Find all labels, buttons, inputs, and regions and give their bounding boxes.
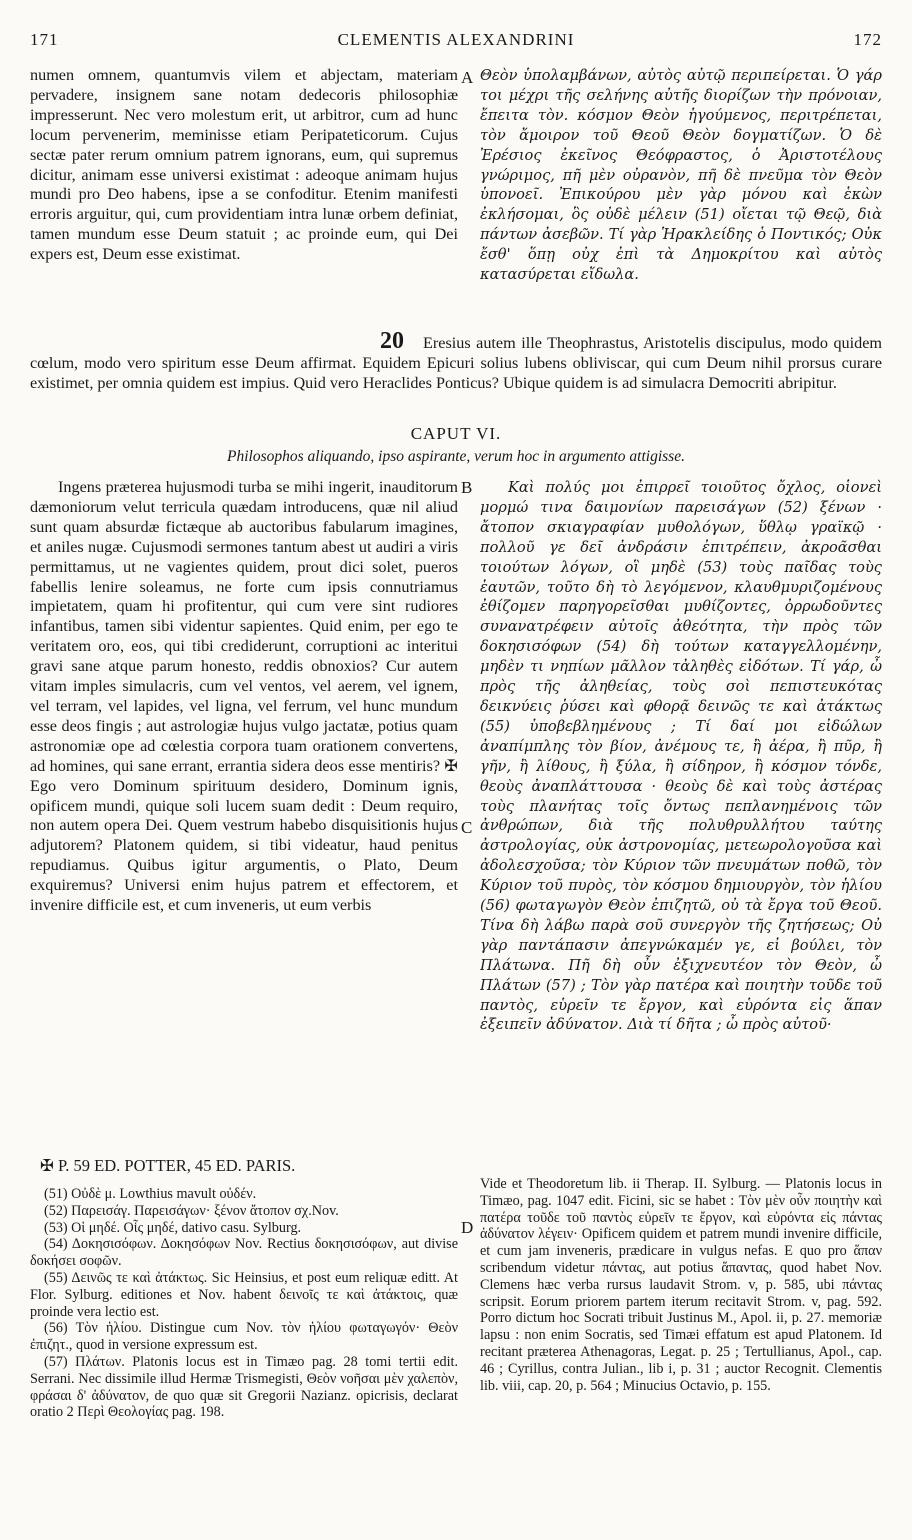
footnote-item: (51) Οὐδὲ μ. Lowthius mavult οὐδέν. xyxy=(44,1186,257,1202)
footnote-item: (52) Παρεισάγ. Παρεισάγων· ξένον ἄτοπον σχ.Nov. xyxy=(44,1202,339,1219)
latin-column-top xyxy=(30,66,458,356)
running-title: CLEMENTIS ALEXANDRINI xyxy=(337,30,575,49)
greek-paragraph-top: Θεὸν ὑπολαμβάνων, αὐτὸς αὑτῷ περιπείρεται. Ὁ γάρ τοι μέχρι τῆς σελήνης αὐτῆς διορίζων τὴν πρόνοιαν, ἔπειτα τὸν. κόσμον Θεὸν ἡγούμενος, περιτρέπεται, τὸν ἄμοιρον τοῦ Θεοῦ Θεὸν δογματίζων. Ὁ δὲ Ἐρέσιος ἐκεῖνος Θεόφραστος, ὁ Ἀριστοτέλους γνώριμος, πῆ μὲν οὐρανὸν, πῆ δὲ πνεῦμα τὸν Θεὸν ὑπονοεῖ. Ἐπικούρου μὲν γὰρ μόνου καὶ ἑκὼν ἐκλήσομαι, ὃς οὐδὲ μέλειν (51) οἴεται τῷ Θεῷ, διὰ πάντων ἀσεβῶν. Τί γὰρ Ἡρακλείδης ὁ Ποντικός; Οὐκ ἔσθ' ὅπῃ οὐχ ἐπὶ τὰ Δημοκρίτου καὶ αὐτὸς κατασύρεται εἴδωλα. xyxy=(480,67,882,284)
margin-marker-c: C xyxy=(461,818,473,837)
footnote-item: (53) Οἱ μηδέ. Οἷς μηδέ, dativo casu. Sylburg. xyxy=(44,1219,302,1236)
chapter-subtitle: Philosophos aliquando, ipso aspirante, verum hoc in argumento attigisse. xyxy=(227,448,685,465)
running-header xyxy=(30,30,882,56)
footnotes-right xyxy=(480,1176,882,1530)
footnote-item: (56) Τὸν ἡλίου. Distingue cum Nov. τὸν ἡλίου φωταγωγόν· Θεὸν ἐπιζητ., quod in versione expressum est. xyxy=(30,1320,458,1354)
latin-continuation xyxy=(30,334,882,418)
chapter-heading: CAPUT VI. xyxy=(410,424,502,443)
greek-column-body xyxy=(480,478,882,1148)
right-page-number: 172 xyxy=(853,30,882,49)
margin-marker-d: D xyxy=(461,1218,474,1237)
edition-note: ✠ P. 59 ED. POTTER, 45 ED. PARIS. xyxy=(40,1156,296,1175)
latin-column-body xyxy=(30,478,458,1148)
margin-marker-a: A xyxy=(461,68,474,87)
left-page-number: 171 xyxy=(30,30,59,49)
latin-paragraph-top: numen omnem, quantumvis vilem et abjectam, materiam pervadere, insignem sane notam dedecoris philosophiæ impresserunt. Nec vero molestum erit, ut arbitror, cum ad hunc locum pervenerim, meminisse etiam Peripateticorum. Cujus sectæ pater rerum omnium patrem ignorans, eum, qui supremus dicitur, animam esse universi existimat : adeoque animam hujus mundi pro Deo habens, ipse a se confoditur. Etenim manifesti erroris arguitur, qui, cum providentiam intra lunæ orbem definiat, tamen mundum esse Deum statuit ; ac proinde eum, qui Dei expers est, Deum esse existimat. xyxy=(30,66,458,264)
footnote-item: (54) Δοκησισόφων. Δοκησόφων Nov. Rectius δοκησισόφων, aut divise δοκήσει σοφῶν. xyxy=(30,1236,458,1270)
latin-paragraph-body: Ingens præterea hujusmodi turba se mihi ingerit, inauditorum dæmoniorum velut terricula quædam introducens, quæ nil aliud sunt quam absurdæ fictæque ab auctoribus fabularum imagines, et aniles nugæ. Cujusmodi sermones tantum abest ut audiri a viris permittamus, ut ne vagientes quidem, prout dici solet, pueros fabellis lenire soleamus, ne forte cum ipsis connutriamus impietatem, quam hi profitentur, qui cum vere sint rudiores infantibus, tamen sibi videntur sapientes. Quid enim, per ego te veritatem oro, eos, qui tibi crediderunt, corruptioni ac interitui gravi sane atque parum honesto, reddis obnoxios? Cur autem vitam imples simulacris, cum vel ventos, vel aerem, vel ignem, vel terram, vel lapides, vel ligna, vel ferrum, vel hunc mundum esse deos fingis ; aut astrologiæ hujus vulgo jactatæ, potius quam astronomiæ ope ad cœlestia corpora tuam orationem convertens, ad homines, qui sane errant, errantia sidera deos esse mentiris? ✠ Ego vero Dominum spirituum desidero, Dominum ignis, opificem mundi, quique soli lucem suam dedit : Deum requiro, non autem opera Dei. Quem vestrum habebo disquisitionis hujus adjutorem? Platonem quidem, si tibi videatur, haud penitus repudiamus. Quibus igitur argumentis, o Plato, Deum exquiremus? Universi enim hujus patrem et effectorem, et invenire difficile est, et cum inveneris, ut eum verbis xyxy=(30,478,458,915)
footnote-item: (57) Πλάτων. Platonis locus est in Timæo pag. 28 tomi tertii edit. Serrani. Nec dissimile illud Hermæ Trismegisti, Θεὸν νοῆσαι μὲν χαλεπὸν, φράσαι δ' ἀδύνατον, de quo quæ sit Gregorii Nazianz. opicrisis, declarat oratio 2 Περὶ Θεολογίας pag. 198. xyxy=(30,1353,458,1421)
footnote-item: (55) Δεινῶς τε καὶ ἀτάκτως. Sic Heinsius, et post eum reliquæ editt. At Flor. Sylburg. editiones et Nov. habent δεινοῖς τε καὶ ἀτάκτοις, quæ proinde vera lectio est. xyxy=(30,1269,458,1320)
latin-continuation-text: Eresius autem ille Theophrastus, Aristotelis discipulus, modo quidem cœlum, modo vero spiritum esse Deum affirmat. Equidem Epicuri solius lubens obliviscar, qui cum Deum nihil prorsus curare existimet, per omnia quidem est impius. Quid vero Heraclides Ponticus? Ubique quidem is ad simulacra Democriti abripitur. xyxy=(30,334,882,392)
footnotes-left xyxy=(30,1186,458,1528)
greek-paragraph-body: Καὶ πολύς μοι ἐπιρρεῖ τοιοῦτος ὄχλος, οἱονεὶ μορμώ τινα δαιμονίων παρεισάγων (52) ξένων · ἄτοπον σκιαγραφίαν μυθολόγων, ὕθλῳ γραϊκῷ · πολλοῦ γε δεῖ ἀνδράσιν ἐπιτρέπειν, ἀκροᾶσθαι τοιούτων λόγων, οἳ μηδὲ (53) τοὺς παῖδας τοὺς ἑαυτῶν, τοῦτο δὴ τὸ λεγόμενον, κλαυθμυριζομένους ἐθίζομεν παρηγορεῖσθαι μυθίζοντες, ὀρρωδοῦντες συνανατρέφειν αὐτοῖς ἀθεότητα, τὴν πρὸς τῶν δοκησισόφων (54) δὴ τούτων καταγγελλομένην, μηδὲν τι νηπίων μᾶλλον τἀληθὲς εἰδότων. Τί γάρ, ὦ πρὸς τῆς ἀληθείας, τοὺς σοὶ πεπιστευκότας δεικνύεις ῥύσει καὶ φθορᾷ δεινῶς τε καὶ ἀτάκτως (55) ὑποβεβλημένους ; Τί δαί μοι εἰδώλων ἀναπίμπλης τὸν βίον, ἀνέμους τε, ἢ ἀέρα, ἢ πῦρ, ἢ γῆν, ἢ λίθους, ἢ ξύλα, ἢ σίδηρον, ἢ κόσμον τόνδε, θεοὺς ἀναπλάττουσα · θεοὺς δὲ καὶ τοὺς ἀστέρας τοὺς πλανήτας τοῖς ὄντως πεπλανημένοις τῶν ἀνθρώπων, διὰ τῆς πολυθρυλλήτου ταύτης ἀστρολογίας, οὐκ ἀστρονομίας, μετεωρολογοῦσα καὶ ἀδολεσχοῦσα; τὸν Κύριον τῶν πνευμάτων ποθῶ, τὸν Κύριον τοῦ πυρὸς, τὸν κόσμου δημιουργὸν, τὸν ἡλίου (56) φωταγωγὸν Θεὸν ἐπιζητῶ, οὐ τὰ ἔργα τοῦ Θεοῦ. Τίνα δὴ λάβω παρὰ σοῦ συνεργὸν τῆς ζητήσεως; Οὐ γὰρ παντάπασιν ἀπεγνώκαμέν γε, εἰ βούλει, τὸν Πλάτωνα. Πῆ δὴ οὖν ἐξιχνευτέον τὸν Θεὸν, ὦ Πλάτων (57) ; Τὸν γὰρ πατέρα καὶ ποιητὴν τοῦδε τοῦ παντὸς, εὑρεῖν τε ἔργον, καὶ εὑρόντα εἰς ἅπαν ἐξειπεῖν ἀδύνατον. Διὰ τί δῆτα ; ὦ πρὸς αὐτοῦ· xyxy=(480,479,882,1034)
section-number: 20 xyxy=(380,328,404,354)
footnote-continuation: Vide et Theodoretum lib. ii Therap. II. Sylburg. — Platonis locus in Timæo, pag. 1047 edit. Ficini, sic se habet : Τὸν μὲν οὖν ποιητὴν καὶ πατέρα τοῦδε τοῦ παντὸς εὑρεῖν τε ἔργον, καὶ εὑρόντα εἰς πάντας ἀδύνατον λέγειν· Opificem quidem et patrem mundi invenire difficile, et cum jam inveneris, prædicare in vulgus nefas. E quo pro ἅπαν scribendum videtur πάντας, aut potius ἅπαντας, quod habet Nov. Clemens hæc verba rursus laudavit Strom. v, p. 585, ubi πάντας scripsit. Eorum priorem partem iterum recitavit Strom. v, pag. 592. Porro dictum hoc Socrati tribuit Justinus M., Apol. ii, p. 27. memoriæ lapsu : non enim Socratis, sed Timæi effatum est apud Platonem. Id recitant præterea Athenagoras, Legat. p. 25 ; Tertullianus, Apol., cap. 46 ; Cyrillus, contra Julian., lib i, p. 31 ; auctor Recognit. Clementis lib. viii, cap. 20, p. 564 ; Minucius Octavio, p. 155. xyxy=(480,1176,882,1394)
greek-column-top xyxy=(480,66,882,336)
margin-marker-b: B xyxy=(461,478,473,497)
